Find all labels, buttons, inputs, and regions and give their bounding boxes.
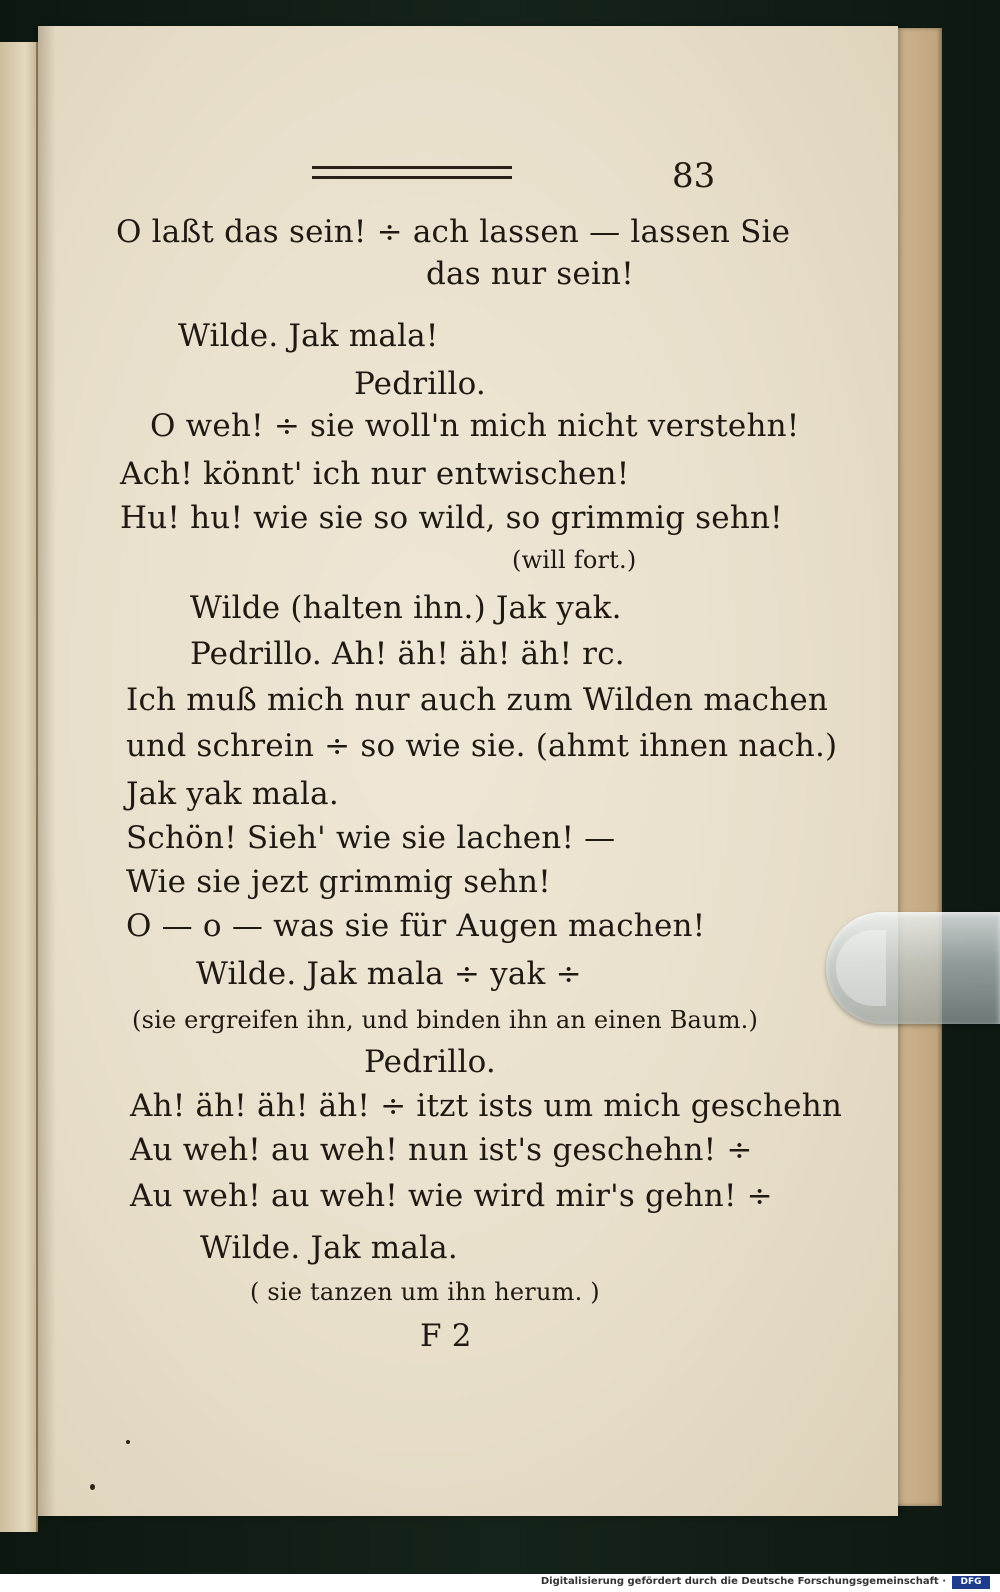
speaker-name-pedrillo-2: Pedrillo. bbox=[364, 1044, 496, 1080]
dfg-logo: DFG bbox=[952, 1576, 990, 1589]
speaker-name-pedrillo: Pedrillo. bbox=[354, 366, 486, 402]
ink-speck bbox=[90, 1484, 95, 1490]
text-line-5: O weh! ÷ sie woll'n mich nicht verstehn! bbox=[150, 408, 800, 444]
speaker-line-pedrillo: Pedrillo. Ah! äh! äh! äh! rc. bbox=[190, 636, 625, 672]
header-rule-bottom bbox=[312, 176, 512, 179]
text-line-21: Au weh! au weh! nun ist's geschehn! ÷ bbox=[130, 1132, 753, 1168]
text-line-7: Hu! hu! wie sie so wild, so grimmig sehn! bbox=[120, 500, 783, 536]
text-line-13: Jak yak mala. bbox=[126, 776, 339, 812]
header-rule-top bbox=[312, 166, 512, 169]
speaker-line-wilde-3: Wilde. Jak mala ÷ yak ÷ bbox=[196, 956, 582, 992]
text-line-20: Ah! äh! äh! äh! ÷ itzt ists um mich geschehn bbox=[130, 1088, 843, 1124]
speaker-line-wilde-2: Wilde (halten ihn.) Jak yak. bbox=[190, 590, 622, 626]
text-line-22: Au weh! au weh! wie wird mir's gehn! ÷ bbox=[130, 1178, 773, 1214]
speaker-line-wilde: Wilde. Jak mala! bbox=[178, 318, 439, 354]
speaker-line-wilde-4: Wilde. Jak mala. bbox=[200, 1230, 458, 1266]
credit-text: Digitalisierung gefördert durch die Deutsche Forschungsgemeinschaft · bbox=[540, 1576, 946, 1587]
text-line-1: O laßt das sein! ÷ ach lassen — lassen Sie bbox=[116, 214, 791, 250]
text-line-12: und schrein ÷ so wie sie. (ahmt ihnen nach.) bbox=[126, 728, 838, 764]
facing-page-edge bbox=[0, 42, 38, 1532]
text-line-14: Schön! Sieh' wie sie lachen! — bbox=[126, 820, 616, 856]
text-line-15: Wie sie jezt grimmig sehn! bbox=[126, 864, 551, 900]
stage-direction-1: (will fort.) bbox=[512, 546, 637, 574]
page-number: 83 bbox=[672, 156, 716, 196]
signature-mark: F 2 bbox=[420, 1318, 472, 1354]
stage-direction-2: (sie ergreifen ihn, und binden ihn an einen Baum.) bbox=[132, 1006, 759, 1034]
ink-speck bbox=[126, 1440, 130, 1444]
text-line-6: Ach! könnt' ich nur entwischen! bbox=[120, 456, 630, 492]
text-line-2: das nur sein! bbox=[426, 256, 634, 292]
stage-direction-3: ( sie tanzen um ihn herum. ) bbox=[250, 1278, 600, 1306]
text-line-16: O — o — was sie für Augen machen! bbox=[126, 908, 706, 944]
text-line-11: Ich muß mich nur auch zum Wilden machen bbox=[126, 682, 829, 718]
gutter-shadow bbox=[38, 26, 56, 1516]
